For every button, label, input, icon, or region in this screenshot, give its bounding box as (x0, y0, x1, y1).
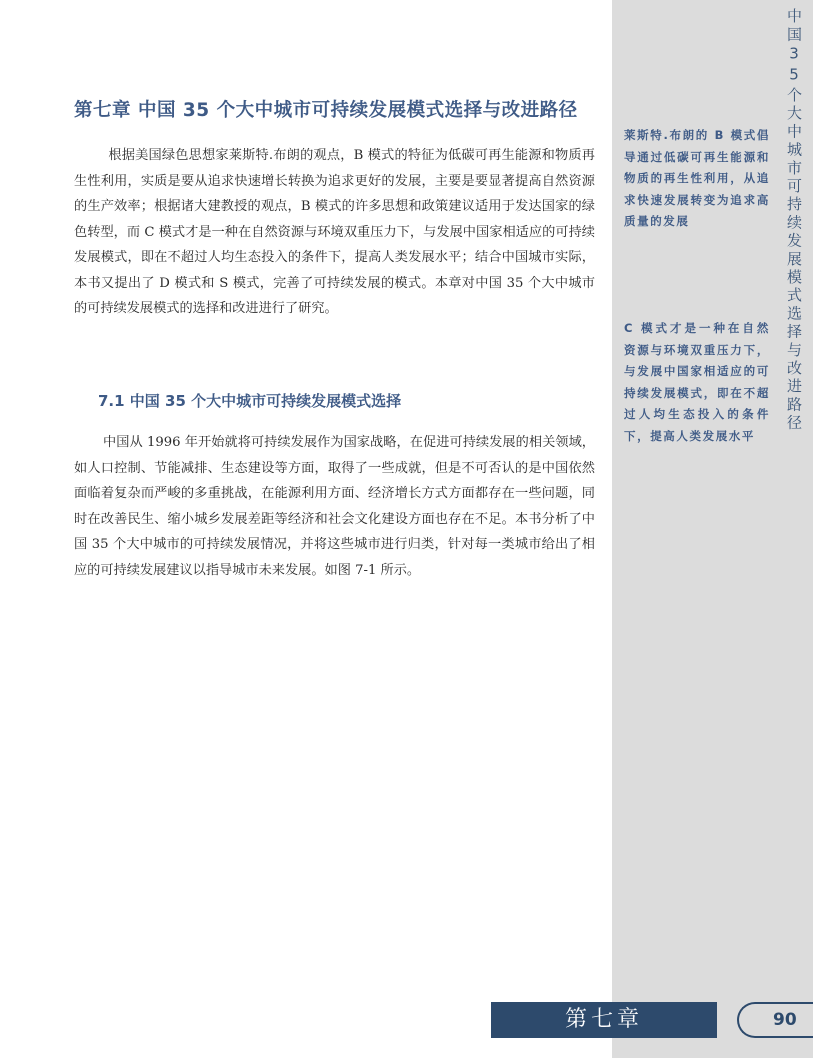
margin-note-2: C 模式才是一种在自然资源与环境双重压力下，与发展中国家相适应的可持续发展模式，即在不超过人均生态投入的条件下，提高人类发展水平 (624, 321, 770, 443)
chapter-heading: 第七章 中国 35 个大中城市可持续发展模式选择与改进路径 (74, 100, 578, 121)
running-title: 中国35个大中城市可持续发展模式选择与改进路径 (785, 8, 803, 433)
body-paragraph-1: 根据美国绿色思想家莱斯特.布朗的观点，B 模式的特征为低碳可再生能源和物质再生性利用，实质是要从追求快速增长转换为追求更好的发展，主要是要显著提高自然资源的生产效率；根据诸大建教授的观点，B 模式的许多思想和政策建议适用于发达国家的绿色转型，而 C 模式才是一种在自然资源与环境双重压力下，与发展中国家相适应的可持续发展模式，即在不超过人均生态投入的条件下，提高人类发展水平；结合中国城市实际，本书又提出了 D 模式和 S 模式，完善了可持续发展的模式。本章对中国 35 个大中城市的可持续发展模式的选择和改进进行了研究。 (74, 148, 595, 316)
page-number: 90 (737, 1002, 813, 1038)
body-paragraph-2: 中国从 1996 年开始就将可持续发展作为国家战略，在促进可持续发展的相关领域，如人口控制、节能减排、生态建设等方面，取得了一些成就，但是不可否认的是中国依然面临着复杂而严峻的多重挑战，在能源利用方面、经济增长方式方面都存在一些问题，同时在改善民生、缩小城乡发展差距等经济和社会文化建设方面也存在不足。本书分析了中国 35 个大中城市的可持续发展情况，并将这些城市进行归类，针对每一类城市给出了相应的可持续发展建议以指导城市未来发展。如图 7-1 所示。 (74, 435, 595, 578)
section-heading: 7.1 中国 35 个大中城市可持续发展模式选择 (98, 392, 402, 410)
margin-note-1: 莱斯特.布朗的 B 模式倡导通过低碳可再生能源和物质的再生性利用，从追求快速发展转变为追求高质量的发展 (624, 128, 770, 228)
chapter-tab: 第七章 (491, 1002, 717, 1038)
